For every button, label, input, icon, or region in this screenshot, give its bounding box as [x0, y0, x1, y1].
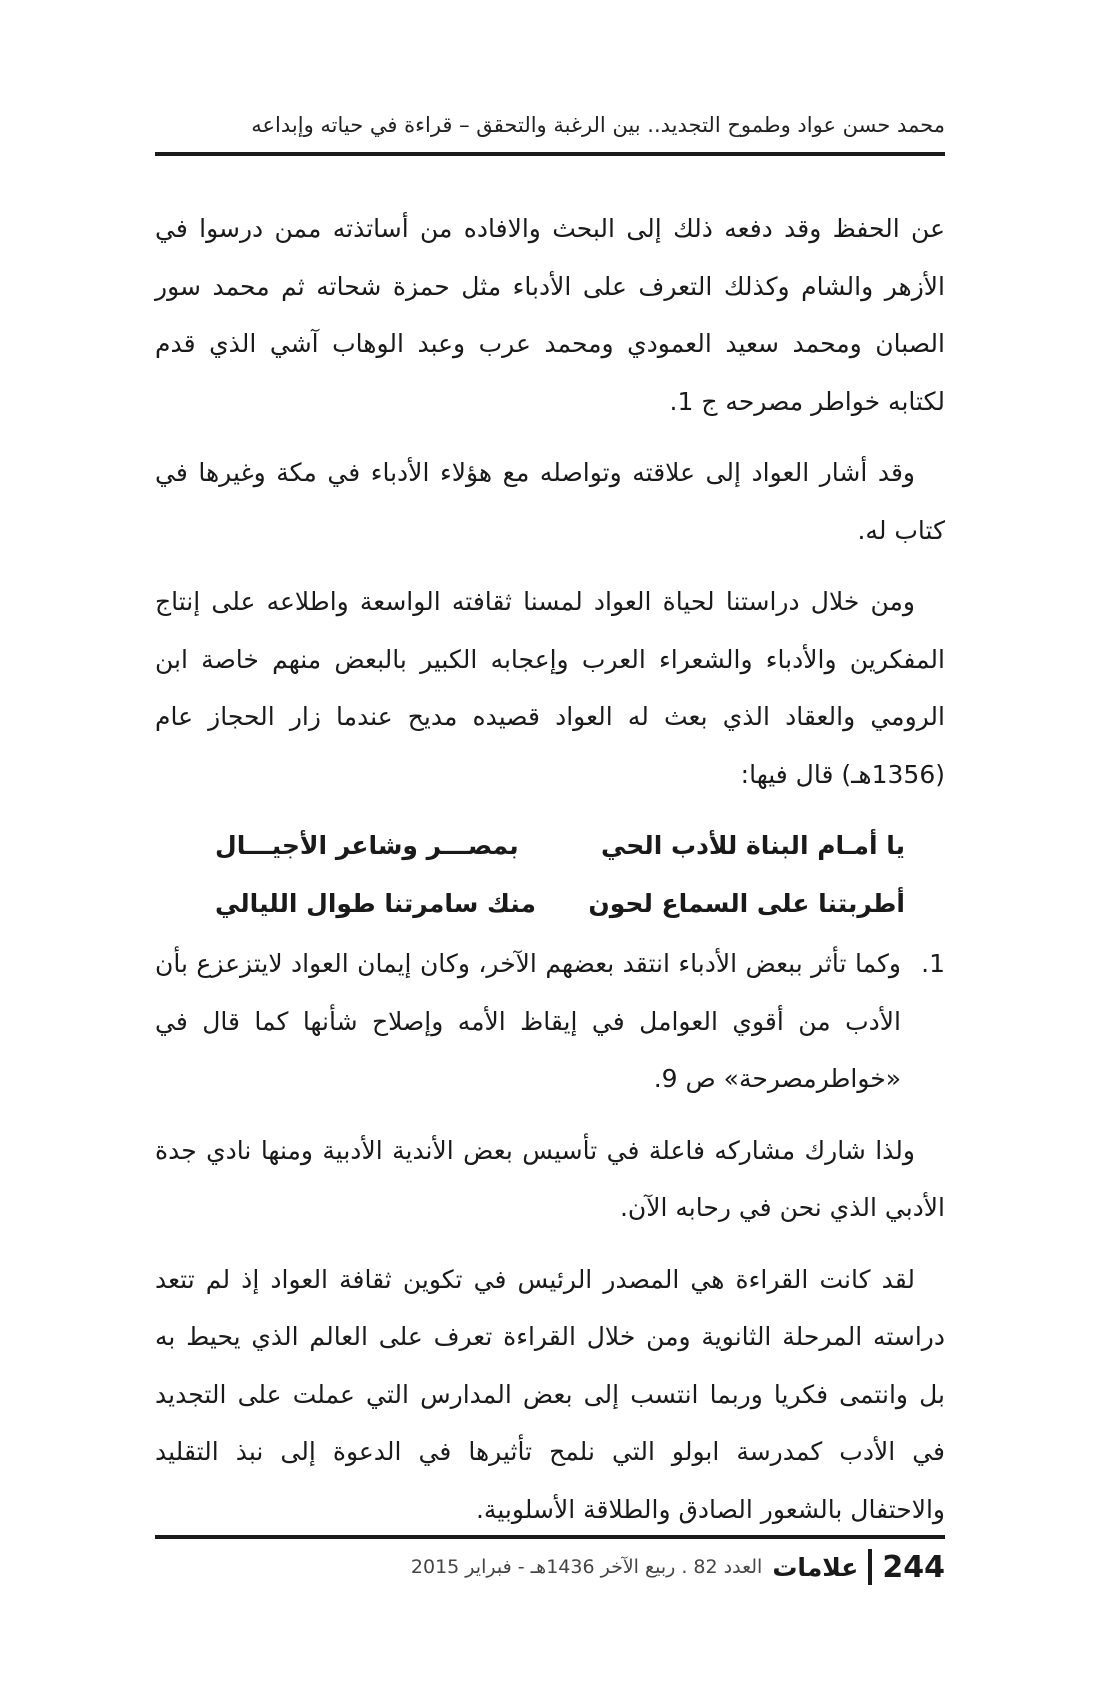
footnote [155, 935, 945, 1108]
verse-second-hemistich: بمصـــر وشاعر الأجيـــال [215, 831, 519, 860]
paragraph: ومن خلال دراستنا لحياة العواد لمسنا ثقافته الواسعة واطلاعه على إنتاج المفكرين والأدباء والشعراء العرب وإعجابه الكبير بالبعض منهم خاصة ابن الرومي والعقاد الذي بعث له العواد قصيده مديح عندما زار الحجاز عام (1356هـ) قال فيها: [155, 587, 945, 789]
magazine-logo: علامات [772, 1552, 859, 1582]
poem-verse [155, 817, 945, 875]
footnote-number: 1. [921, 949, 945, 978]
paragraph: عن الحفظ وقد دفعه ذلك إلى البحث والافاده من أساتذته ممن درسوا في الأزهر والشام وكذلك التعرف على الأدباء مثل حمزة شحاته ثم محمد سور الصبان ومحمد سعيد العمودي ومحمد عرب وعبد الوهاب آشي الذي قدم لكتابه خواطر مصرحه ج 1. [155, 214, 945, 416]
paragraph: ولذا شارك مشاركه فاعلة في تأسيس بعض الأندية الأدبية ومنها نادي جدة الأدبي الذي نحن في رحابه الآن. [155, 1135, 945, 1222]
page-number: 244 [882, 1549, 945, 1585]
issue-info: العدد 82 . ربيع الآخر 1436هـ - فبراير 2015 [410, 1556, 763, 1578]
paragraph: وقد أشار العواد إلى علاقته وتواصله مع هؤلاء الأدباء في مكة وغيرها في كتاب له. [155, 458, 945, 545]
verse-first-hemistich: يا أمـام البناة للأدب الحي [601, 831, 905, 860]
verse-first-hemistich: أطربتنا على السماع لحون [588, 889, 905, 918]
page-footer [155, 1547, 945, 1587]
paragraph: لقد كانت القراءة هي المصدر الرئيس في تكوين ثقافة العواد إذ لم تتعد دراسته المرحلة الثانوية ومن خلال القراءة تعرف على العالم الذي يحيط به بل وانتمى فكريا وربما انتسب إلى بعض المدارس التي عملت على التجديد في الأدب كمدرسة ابولو التي نلمح تأثيرها في الدعوة إلى نبذ التقليد والاحتفال بالشعور الصادق والطلاقة الأسلوبية. [155, 1264, 945, 1524]
footer-divider [868, 1549, 872, 1585]
poem-verse [155, 875, 945, 933]
running-header-title: محمد حسن عواد وطموح التجديد.. بين الرغبة والتحقق – قراءة في حياته وإبداعه [251, 113, 945, 137]
verse-second-hemistich: منك سامرتنا طوال الليالي [215, 889, 536, 918]
header-rule [155, 152, 945, 156]
article-body [155, 200, 945, 1552]
footer-rule [155, 1535, 945, 1539]
footnote-text: وكما تأثر ببعض الأدباء انتقد بعضهم الآخر، وكان إيمان العواد لايتزعزع بأن الأدب من أقوي العوامل في إيقاظ الأمه وإصلاح شأنها كما قال في «خواطرمصرحة» ص 9. [155, 949, 901, 1093]
